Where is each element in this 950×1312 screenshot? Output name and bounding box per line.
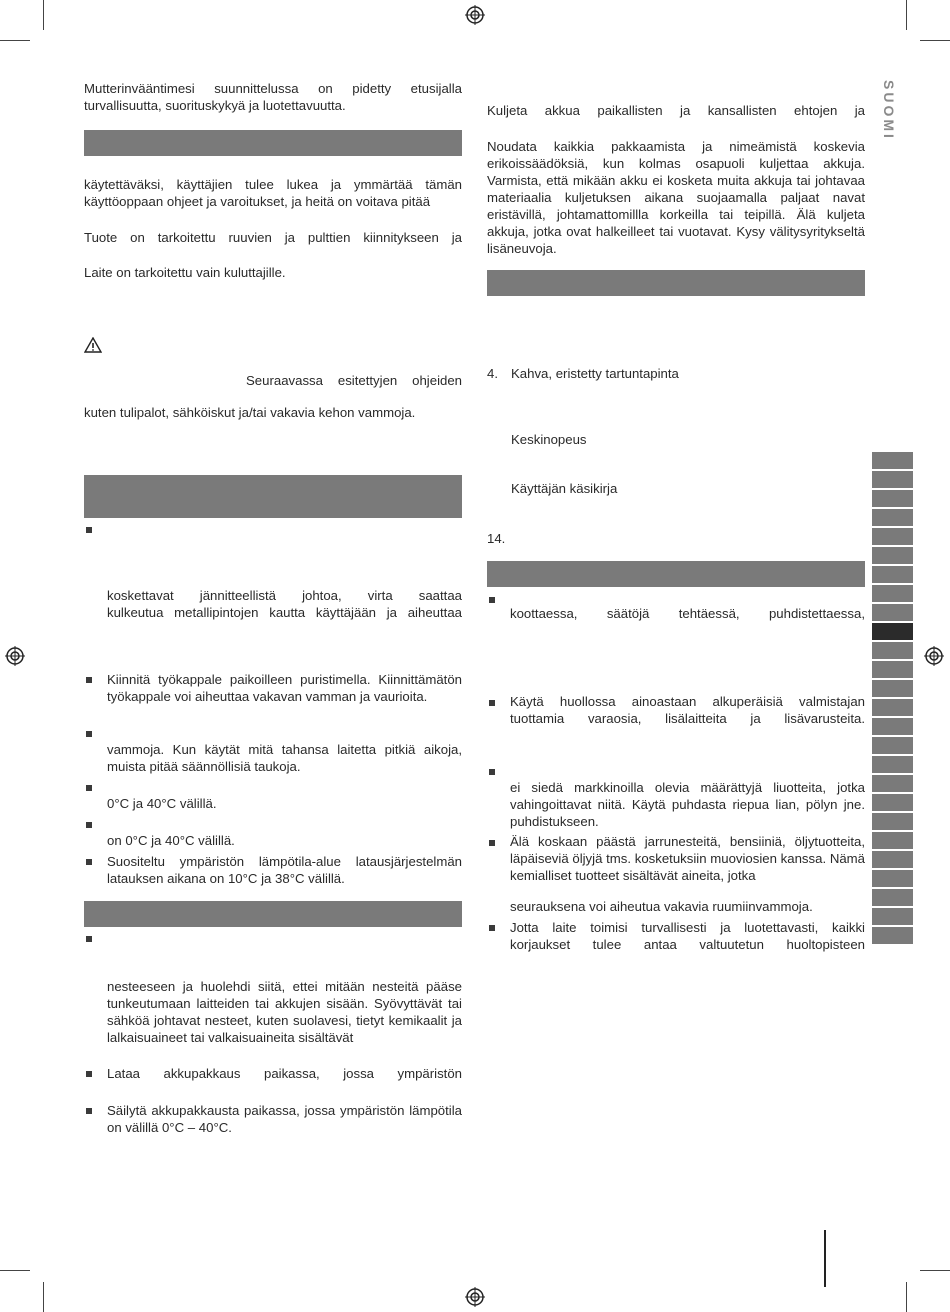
language-index-tab — [872, 566, 913, 583]
language-index-tab — [872, 737, 913, 754]
bullet-icon — [489, 769, 495, 775]
crop-mark — [0, 1270, 30, 1271]
language-index-tab — [872, 756, 913, 773]
language-index-tab — [872, 528, 913, 545]
list-number: 4. — [487, 366, 498, 381]
language-index-tab — [872, 585, 913, 602]
language-index-tab — [872, 661, 913, 678]
section-header-bar — [84, 901, 462, 927]
registration-mark-icon — [465, 1287, 485, 1307]
language-index-tab — [872, 547, 913, 564]
language-index-tab — [872, 908, 913, 925]
language-index-tab — [872, 604, 913, 621]
bullet-text: Jotta laite toimisi turvallisesti ja luotettavasti, kaikki korjaukset tulee antaa valtuutetun huoltopisteen — [510, 920, 865, 952]
language-index-tab — [872, 813, 913, 830]
bullet-icon — [489, 597, 495, 603]
bullet-text: Kiinnitä työkappale paikoilleen puristimella. Kiinnittämätön työkappale voi aiheuttaa vakavan vamman ja vaurioita. — [107, 672, 462, 704]
warning-text: Seuraavassa esitettyjen ohjeiden — [246, 373, 462, 388]
warning-icon — [84, 337, 102, 353]
bullet-text: Suositeltu ympäristön lämpötila-alue latausjärjestelmän latauksen aikana on 10°C ja 38°C välillä. — [107, 854, 462, 886]
bullet-text: Älä koskaan päästä jarrunesteitä, bensiiniä, öljytuotteita, läpäiseviä öljyjä tms. kosketuksiin muoviosien kanssa. Nämä kemialliset tuotteet sisältävät aineita, jotka — [510, 834, 865, 883]
crop-mark — [0, 40, 30, 41]
bullet-text: on 0°C ja 40°C välillä. — [107, 833, 235, 848]
language-index-tab — [872, 471, 913, 488]
section-header-bar — [487, 270, 865, 296]
language-index-tab — [872, 642, 913, 659]
registration-mark-icon — [5, 646, 25, 666]
bullet-text: vammoja. Kun käytät mitä tahansa laitetta pitkiä aikoja, muista pitää säännöllisiä taukoja. — [107, 742, 462, 774]
bullet-text: seurauksena voi aiheutua vakavia ruumiinvammoja. — [510, 899, 813, 914]
bullet-icon — [489, 925, 495, 931]
bullet-icon — [86, 527, 92, 533]
language-index-tab — [872, 851, 913, 868]
language-index-tab — [872, 832, 913, 849]
intro-text: Mutterinvääntimesi suunnittelussa on pidetty etusijalla turvallisuutta, suorituskykyä ja luotettavuutta. — [84, 81, 462, 113]
bullet-icon — [86, 859, 92, 865]
bullet-icon — [86, 731, 92, 737]
language-index-tab — [872, 452, 913, 469]
crop-mark — [906, 0, 907, 30]
section-header-bar — [84, 475, 462, 518]
language-index-tab — [872, 794, 913, 811]
bullet-icon — [86, 677, 92, 683]
bullet-icon — [489, 700, 495, 706]
list-item: Käyttäjän käsikirja — [511, 481, 618, 496]
bullet-icon — [86, 936, 92, 942]
crop-mark — [43, 1282, 44, 1312]
crop-mark — [920, 40, 950, 41]
language-index-tab — [872, 680, 913, 697]
language-index-tab — [872, 490, 913, 507]
language-index-tab — [872, 718, 913, 735]
paragraph: Laite on tarkoitettu vain kuluttajille. — [84, 265, 286, 280]
language-index-tab — [872, 927, 913, 944]
paragraph: Kuljeta akkua paikallisten ja kansallisten ehtojen ja — [487, 103, 865, 118]
language-index-tab — [872, 509, 913, 526]
page-edge-rule — [824, 1230, 826, 1287]
paragraph: käytettäväksi, käyttäjien tulee lukea ja ymmärtää tämän käyttöoppaan ohjeet ja varoitukset, ja heitä on voitava pitää — [84, 177, 462, 209]
warning-text: kuten tulipalot, sähköiskut ja/tai vakavia kehon vammoja. — [84, 405, 416, 420]
bullet-icon — [489, 840, 495, 846]
bullet-icon — [86, 1071, 92, 1077]
crop-mark — [920, 1270, 950, 1271]
section-header-bar — [487, 561, 865, 587]
bullet-text: koottaessa, säätöjä tehtäessä, puhdistettaessa, — [510, 606, 865, 621]
list-number: 14. — [487, 531, 506, 546]
list-item: Keskinopeus — [511, 432, 587, 447]
bullet-text: koskettavat jännitteellistä johtoa, virta saattaa — [107, 588, 462, 603]
language-index-tab — [872, 889, 913, 906]
section-header-bar — [84, 130, 462, 156]
crop-mark — [906, 1282, 907, 1312]
bullet-text: Käytä huollossa ainoastaan alkuperäisiä valmistajan tuottamia varaosia, lisälaitteita ja lisävarusteita. — [510, 694, 865, 726]
bullet-text: Säilytä akkupakkausta paikassa, jossa ympäristön lämpötila on välillä 0°C – 40°C. — [107, 1103, 462, 1135]
registration-mark-icon — [924, 646, 944, 666]
language-index-tab-active — [872, 623, 913, 640]
language-index-tab — [872, 870, 913, 887]
crop-mark — [43, 0, 44, 30]
bullet-icon — [86, 785, 92, 791]
bullet-icon — [86, 822, 92, 828]
bullet-text: kulkeutua metallipintojen kautta käyttäjään ja aiheuttaa — [107, 605, 462, 620]
language-index-tab — [872, 775, 913, 792]
language-tab-label: SUOMI — [881, 80, 897, 141]
paragraph: Noudata kaikkia pakkaamista ja nimeämistä koskevia erikoissäädöksiä, kun kolmas osapuoli kuljettaa akkuja. Varmista, että mikään akku ei kosketa muita akkuja tai johtavaa materiaalia kuljetuksen aikana suojaamalla paljaat navat eristävillä, johtamattomillla korkeilla tai teipillä. Älä kuljeta akkuja, jotka ovat halkeilleet tai vuotavat. Kysy välitysyritykseltä lisäneuvoja. — [487, 139, 865, 256]
bullet-icon — [86, 1108, 92, 1114]
language-index-tab — [872, 699, 913, 716]
registration-mark-icon — [465, 5, 485, 25]
bullet-text: Lataa akkupakkaus paikassa, jossa ympäristön — [107, 1066, 462, 1081]
list-item: Kahva, eristetty tartuntapinta — [511, 366, 679, 381]
paragraph: Tuote on tarkoitettu ruuvien ja pulttien kiinnitykseen ja — [84, 230, 462, 245]
bullet-text: 0°C ja 40°C välillä. — [107, 796, 217, 811]
bullet-text: ei siedä markkinoilla olevia määrättyjä liuotteita, jotka vahingoittavat niitä. Käytä puhdasta riepua lian, pölyn jne. puhdistukseen. — [510, 780, 865, 829]
bullet-text: nesteeseen ja huolehdi siitä, ettei mitään nesteitä pääse tunkeutumaan laitteiden tai akkujen sisään. Syövyttävät tai sähköä johtavat nesteet, kuten suolavesi, tietyt kemikaalit ja lalkaisuaineet tai valkaisuaineita sisältävät — [107, 979, 462, 1045]
